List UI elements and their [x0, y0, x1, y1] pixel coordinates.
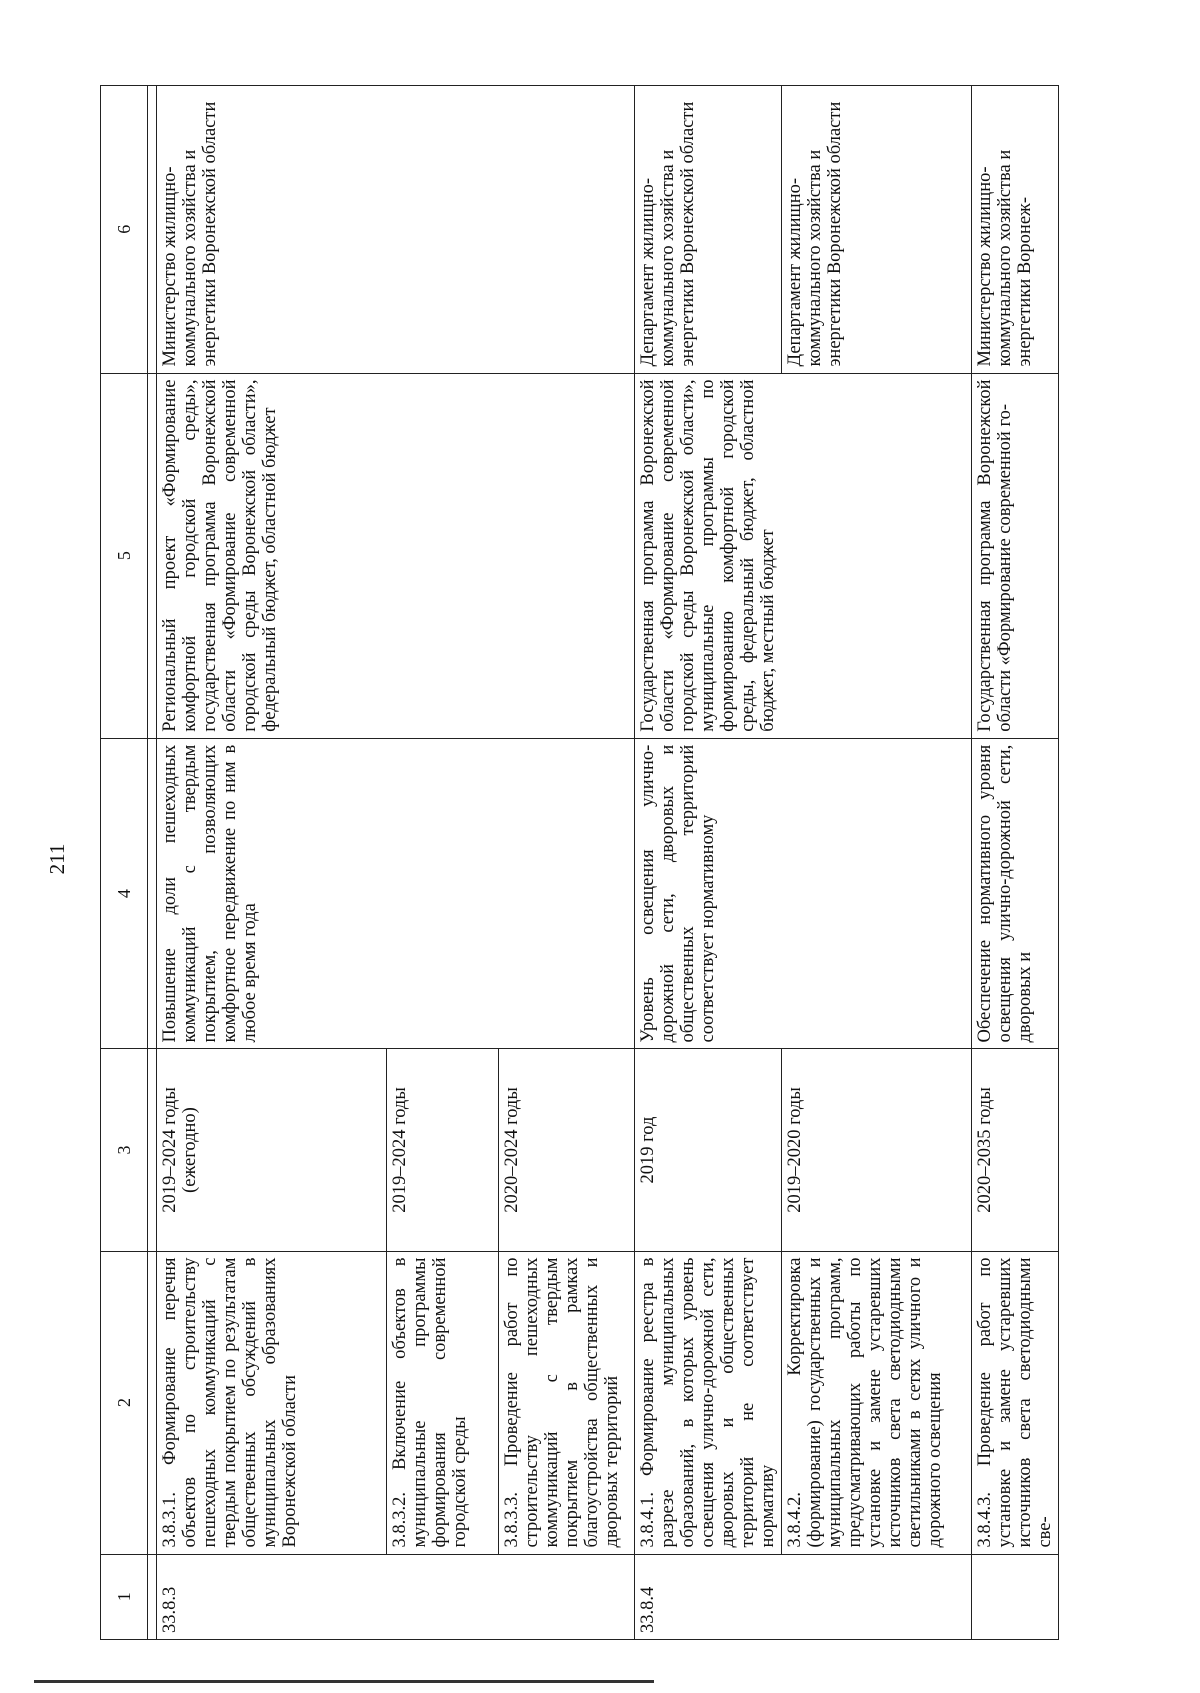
sub-measure: 3.8.4.3. Проведение работ по установке и замене устаревших источников света светодиодными све-: [972, 1251, 1059, 1554]
col-header-3: 3: [101, 1049, 148, 1251]
responsible-executor: Департамент жилищно-коммунального хозяйства и энергетики Воронежской области: [782, 86, 972, 374]
program-and-funding: Региональный проект «Формирование комфортной городской среды», государственная программа Воронежской области «Формирование современной городской среды Воронежской области», федеральный бюджет, областной бюджет: [157, 373, 635, 738]
table-row: [635, 86, 782, 1640]
program-and-funding: Государственная программа Воронежской области «Формирование современной го-: [972, 373, 1059, 738]
column-number-row: [101, 86, 148, 1640]
period: 2019–2024 годы (ежегодно): [157, 1049, 387, 1251]
col-header-1: 1: [101, 1554, 148, 1639]
table-row: [972, 86, 1059, 1640]
period: 2020–2035 годы: [972, 1049, 1059, 1251]
col-header-5: 5: [101, 373, 148, 738]
period: 2020–2024 годы: [499, 1049, 635, 1251]
scan-edge-line: [34, 1680, 654, 1683]
table-row: [157, 86, 387, 1640]
header-gap: [148, 86, 157, 1640]
responsible-executor: Департамент жилищно-коммунального хозяйства и энергетики Воронежской области: [635, 86, 782, 374]
period: 2019–2020 годы: [782, 1049, 972, 1251]
col-header-2: 2: [101, 1251, 148, 1554]
program-and-funding: Государственная программа Воронежской области «Формирование современной городской среды Воронежской области», муниципальные программы по формированию комфортной городской среды, федеральный бюджет, областной бюджет, местный бюджет: [635, 373, 972, 738]
col-header-4: 4: [101, 738, 148, 1049]
responsible-executor: Министерство жилищно-коммунального хозяйства и энергетики Воронежской области: [157, 86, 635, 374]
measures-table: [100, 85, 1059, 1640]
period: 2019 год: [635, 1049, 782, 1251]
sub-measure: 3.8.3.2. Включение объектов в муниципальные программы формирования современной городской среды: [387, 1251, 499, 1554]
sub-measure: 3.8.3.3. Проведение работ по строительству пешеходных коммуникаций с твердым покрытием в рамках благоустройства общественных и дворовых территорий: [499, 1251, 635, 1554]
sub-measure: 3.8.3.1. Формирование перечня объектов по строительству пешеходных коммуникаций с твердым покрытием по результатам общественных обсуждений в муниципальных образованиях Воронежской области: [157, 1251, 387, 1554]
page-number: 211: [45, 843, 69, 875]
item-number: 33.8.3: [157, 1554, 635, 1639]
item-number: 33.8.4: [635, 1554, 972, 1639]
rotated-table-container: [100, 85, 1080, 1640]
item-number: [972, 1554, 1059, 1639]
expected-result: Обеспечение нормативного уровня освещения улично-дорожной сети, дворовых и: [972, 738, 1059, 1049]
sub-measure: 3.8.4.2. Корректировка (формирование) государственных и муниципальных программ, предусматривающих работы по установке и замене устаревших источников света светодиодными светильниками в сетях уличного и дорожного освещения: [782, 1251, 972, 1554]
expected-result: Уровень освещения улично-дорожной сети, дворовых и общественных территорий соответствует нормативному: [635, 738, 972, 1049]
sub-measure: 3.8.4.1. Формирование реестра в разрезе муниципальных образований, в которых уровень освещения улично-дорожной сети, дворовых и общественных территорий не соответствует нормативу: [635, 1251, 782, 1554]
expected-result: Повышение доли пешеходных коммуникаций с твердым покрытием, позволяющих комфортное передвижение по ним в любое время года: [157, 738, 635, 1049]
period: 2019–2024 годы: [387, 1049, 499, 1251]
col-header-6: 6: [101, 86, 148, 374]
responsible-executor: Министерство жилищно-коммунального хозяйства и энергетики Воронеж-: [972, 86, 1059, 374]
